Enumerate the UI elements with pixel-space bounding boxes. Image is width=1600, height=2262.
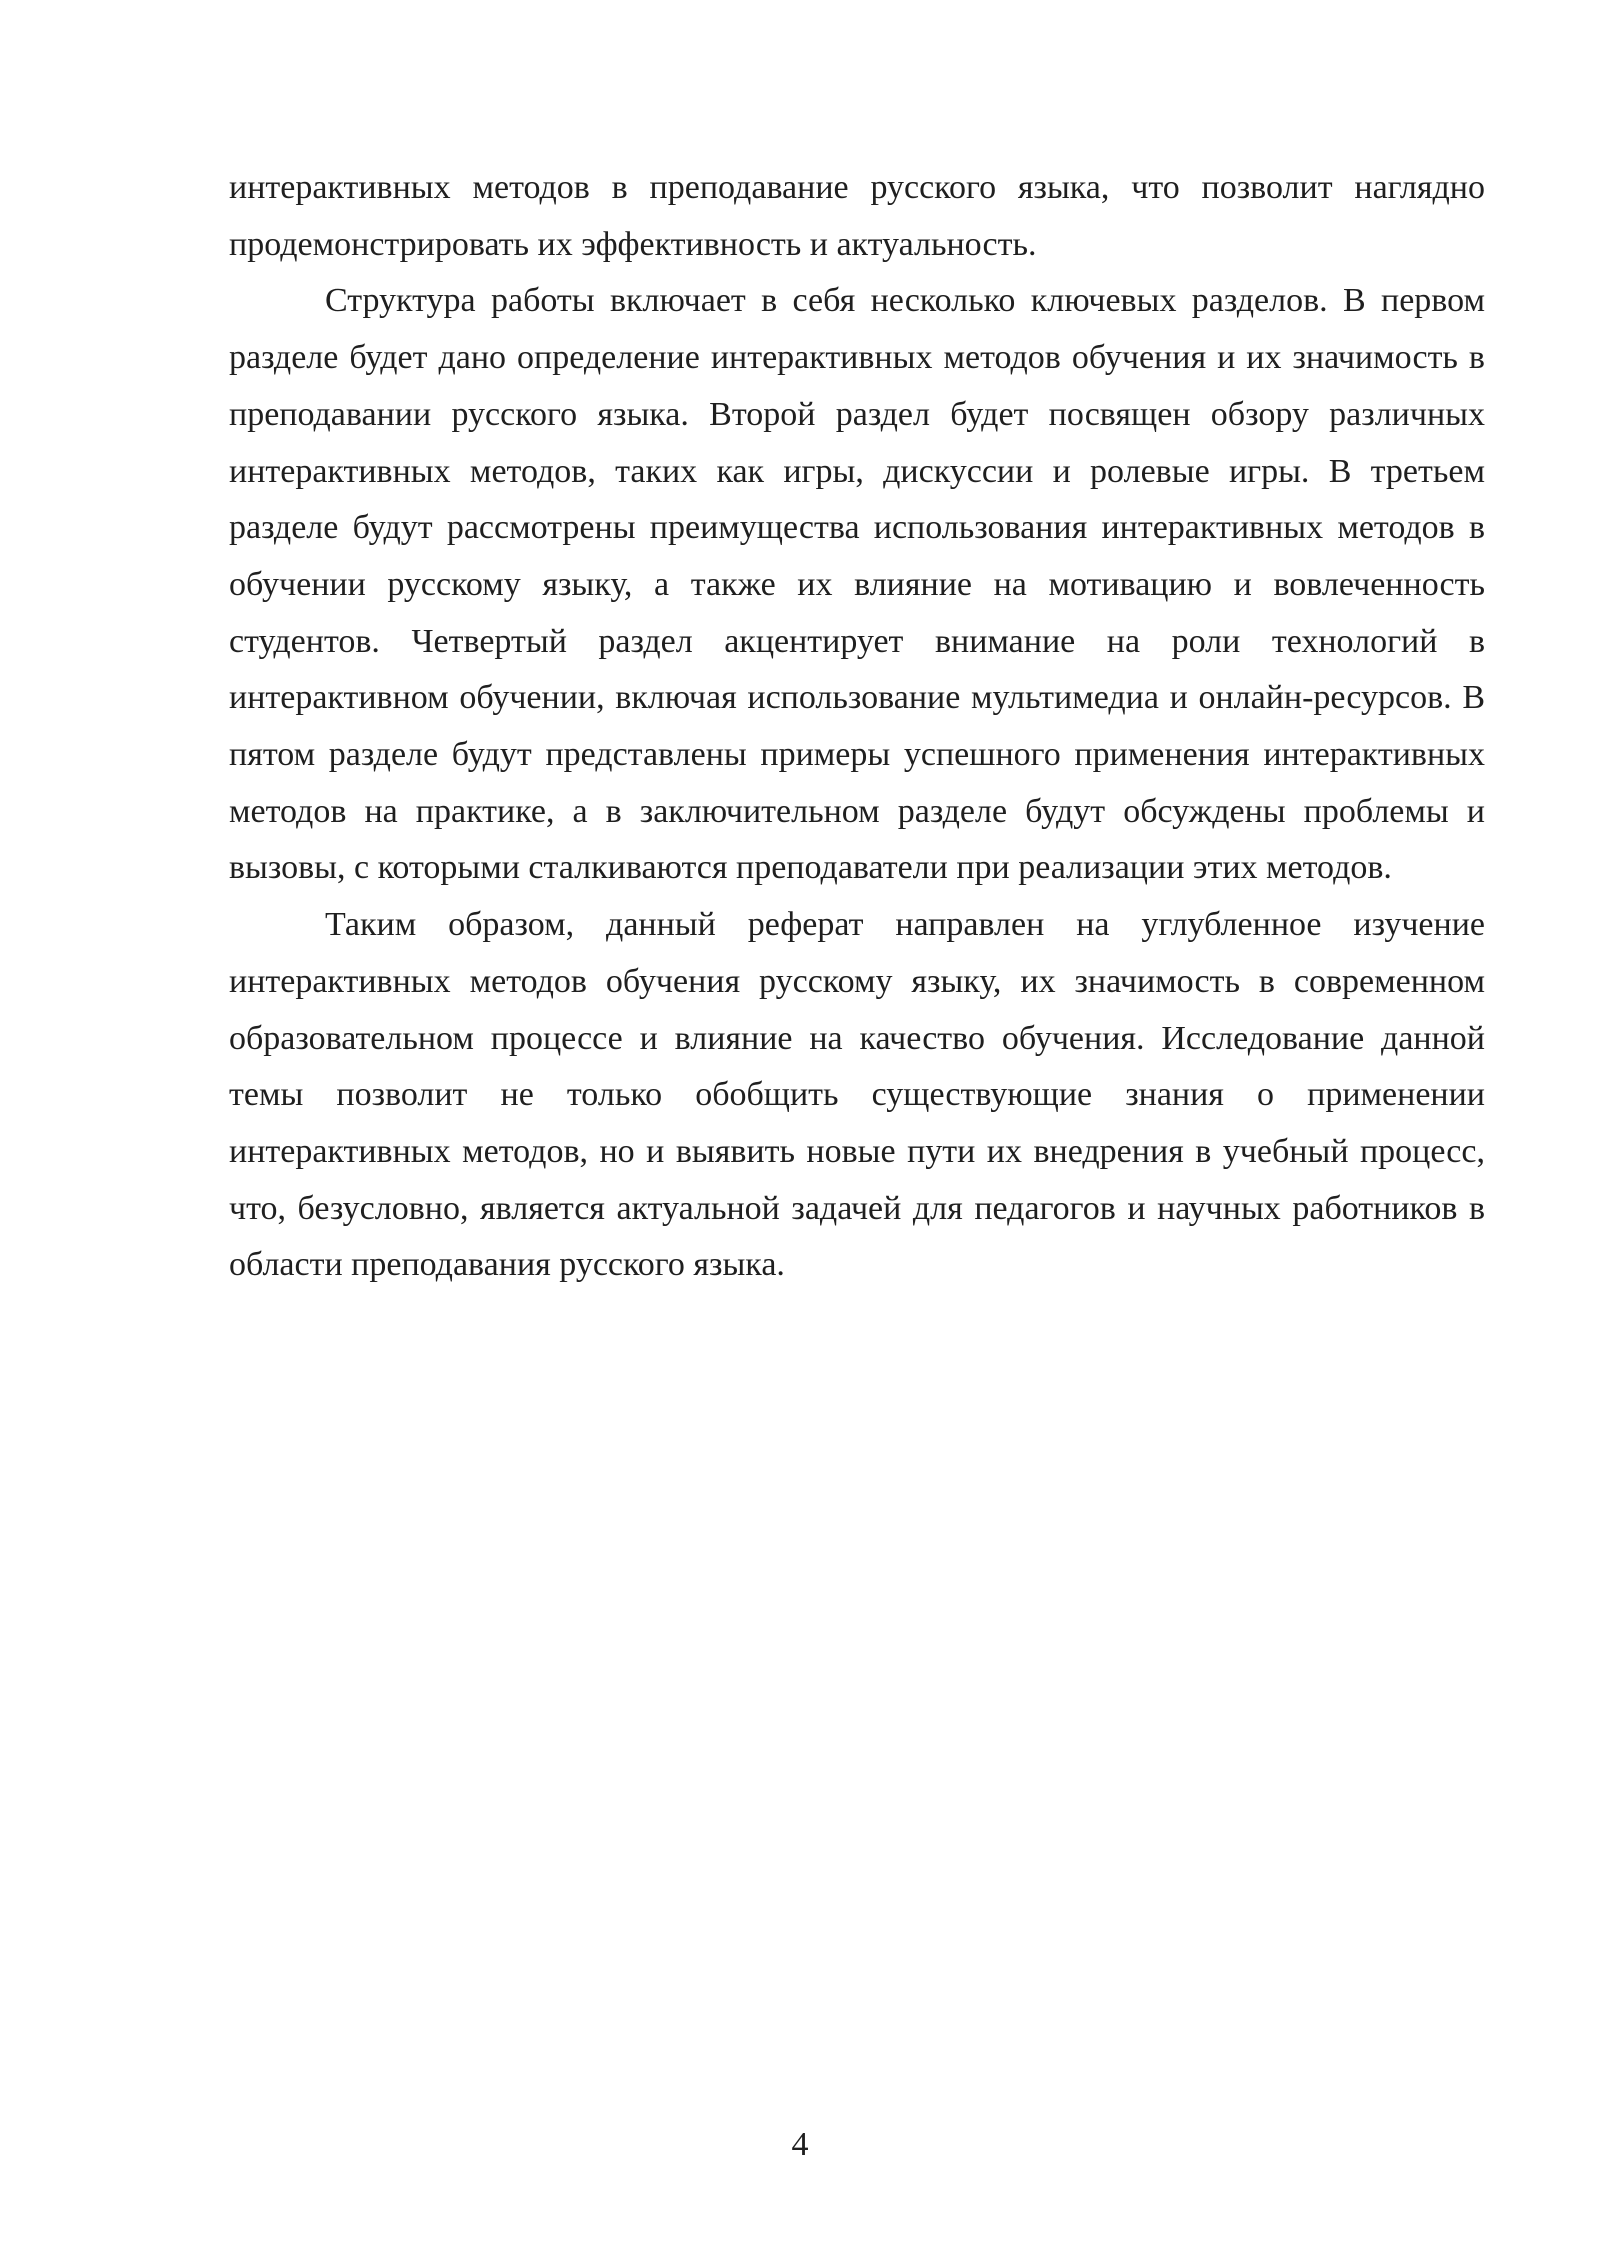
paragraph-conclusion: Таким образом, данный реферат направлен на углубленное изучение интерактивных методов обучения русскому языку, их значимость в современном образовательном процессе и влияние на качество обучения. Исследование данной темы позволит не только обобщить существующие знания о применении интерактивных методов, но и выявить новые пути их внедрения в учебный процесс, что, безусловно, является актуальной задачей для педагогов и научных работников в области преподавания русского языка. bbox=[229, 906, 1485, 1284]
page-number: 4 bbox=[791, 2126, 809, 2163]
paragraph-continuation: интерактивных методов в преподавание русского языка, что позволит наглядно продемонстрировать их эффективность и актуальность. bbox=[229, 169, 1485, 263]
body-text bbox=[229, 160, 1485, 1294]
paragraph-structure: Структура работы включает в себя несколько ключевых разделов. В первом разделе будет дано определение интерактивных методов обучения и их значимость в преподавании русского языка. Второй раздел будет посвящен обзору различных интерактивных методов, таких как игры, дискуссии и ролевые игры. В третьем разделе будут рассмотрены преимущества использования интерактивных методов в обучении русскому языку, а также их влияние на мотивацию и вовлеченность студентов. Четвертый раздел акцентирует внимание на роли технологий в интерактивном обучении, включая использование мультимедиа и онлайн-ресурсов. В пятом разделе будут представлены примеры успешного применения интерактивных методов на практике, а в заключительном разделе будут обсуждены проблемы и вызовы, с которыми сталкиваются преподаватели при реализации этих методов. bbox=[229, 282, 1485, 887]
